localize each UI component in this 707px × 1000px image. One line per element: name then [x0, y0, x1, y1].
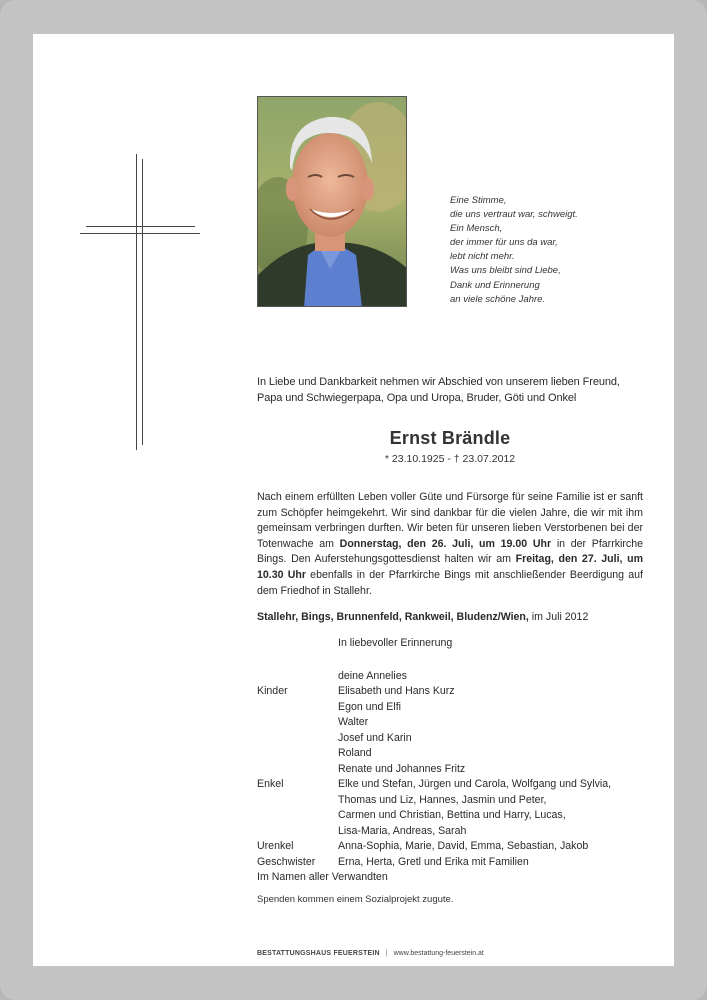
- intro-text: [257, 374, 657, 406]
- mourner-names: Renate und Johannes Fritz: [338, 762, 466, 775]
- mourner-row: [257, 793, 657, 809]
- mourner-names: Walter: [338, 716, 369, 728]
- mourner-row: [257, 839, 657, 855]
- place-date-line: [257, 610, 657, 625]
- announcement-part: ebenfalls in der Pfarrkirche Bings mit anschließender Beerdigung auf dem Friedhof in Stallehr.: [257, 568, 643, 597]
- portrait-photo: [257, 96, 407, 307]
- poem-line: der immer für uns da war,: [450, 237, 558, 249]
- mourner-names: Lisa-Maria, Andreas, Sarah: [338, 824, 467, 837]
- mourner-row: [257, 700, 657, 716]
- places: Stallehr, Bings, Brunnenfeld, Rankweil, Bludenz/Wien,: [257, 611, 529, 623]
- mourner-row: [257, 762, 657, 778]
- mourner-names: Roland: [338, 747, 372, 759]
- mourner-row: [257, 777, 657, 793]
- footer: [257, 950, 657, 957]
- announcement-part: Nach einem erfüllten Leben voller Güte und Fürsorge für seine Familie ist er sanft zum Schöpfer heimgekehrt. Wir sind dankbar für die vielen Jahre, die wir mit ihm gemeinsam verbringen durften. Wir beten für unseren lieben Verstorbenen bei der Totenwache am: [257, 491, 643, 550]
- wake-datetime: Donnerstag, den 26. Juli, um 19.00 Uhr: [339, 537, 552, 550]
- mourner-row: [257, 746, 657, 762]
- mourner-names: Egon und Elfi: [338, 700, 402, 713]
- poem-line: Was uns bleibt sind Liebe,: [450, 265, 561, 277]
- relatives-row: [257, 870, 657, 886]
- mourner-names: Elke und Stefan, Jürgen und Carola, Wolfgang und Sylvia,: [338, 778, 612, 790]
- mourner-row: [257, 824, 657, 840]
- mourner-label: Kinder: [257, 685, 288, 697]
- deceased-name: Ernst Brändle: [389, 428, 511, 448]
- memory-text: In liebevoller Erinnerung: [338, 637, 453, 649]
- mourner-names: deine Annelies: [338, 669, 407, 682]
- donation-note: Spenden kommen einem Sozialprojekt zugute.: [257, 894, 454, 905]
- mourners-list: [257, 636, 657, 886]
- mourner-names: Erna, Herta, Gretl und Erika mit Familien: [338, 855, 529, 868]
- mourner-row: [257, 715, 657, 731]
- mourner-row: [257, 731, 657, 747]
- funeral-home-name: BESTATTUNGSHAUS FEUERSTEIN: [257, 950, 380, 957]
- memory-line: [257, 636, 657, 652]
- mourner-names: Thomas und Liz, Hannes, Jasmin und Peter,: [338, 793, 547, 806]
- service-datetime: Freitag, den 27. Juli, um 10.30 Uhr: [257, 553, 643, 581]
- footer-separator: |: [385, 950, 388, 957]
- mourner-row: [257, 855, 657, 871]
- mourner-row: [257, 684, 657, 700]
- mourner-names: Josef und Karin: [338, 731, 412, 744]
- poem-line: Eine Stimme,: [450, 195, 507, 206]
- mourner-names: Anna-Sophia, Marie, David, Emma, Sebastian, Jakob: [338, 840, 589, 852]
- cross-icon: [80, 154, 200, 450]
- poem-line: Dank und Erinnerung: [450, 279, 540, 291]
- poem-line: an viele schöne Jahre.: [450, 293, 546, 305]
- mourner-names: Carmen und Christian, Bettina und Harry, Lucas,: [338, 809, 566, 821]
- date-note: im Juli 2012: [528, 611, 589, 623]
- memorial-poem: [450, 194, 650, 307]
- intro-line: In Liebe und Dankbarkeit nehmen wir Abschied von unserem lieben Freund,: [257, 376, 620, 388]
- poem-line: lebt nicht mehr.: [450, 251, 515, 263]
- funeral-home-url[interactable]: www.bestattung-feuerstein.at: [393, 950, 484, 957]
- mourner-names: Elisabeth und Hans Kurz: [338, 685, 455, 697]
- life-dates: * 23.10.1925 - † 23.07.2012: [384, 453, 516, 465]
- announcement-text: [257, 490, 643, 599]
- intro-line: Papa und Schwiegerpapa, Opa und Uropa, Bruder, Göti und Onkel: [257, 392, 577, 404]
- poem-line: Ein Mensch,: [450, 223, 503, 235]
- poem-line: die uns vertraut war, schweigt.: [450, 209, 578, 221]
- mourner-label: Enkel: [257, 778, 284, 790]
- relatives-text: Im Namen aller Verwandten: [257, 871, 388, 883]
- mourner-label: Urenkel: [257, 840, 294, 852]
- announcement-part: in der Pfarrkirche Bings. Den Auferstehungsgottesdienst halten wir am: [257, 537, 643, 566]
- mourner-row: [257, 808, 657, 824]
- mourner-label: Geschwister: [257, 855, 316, 868]
- mourner-row: [257, 669, 657, 685]
